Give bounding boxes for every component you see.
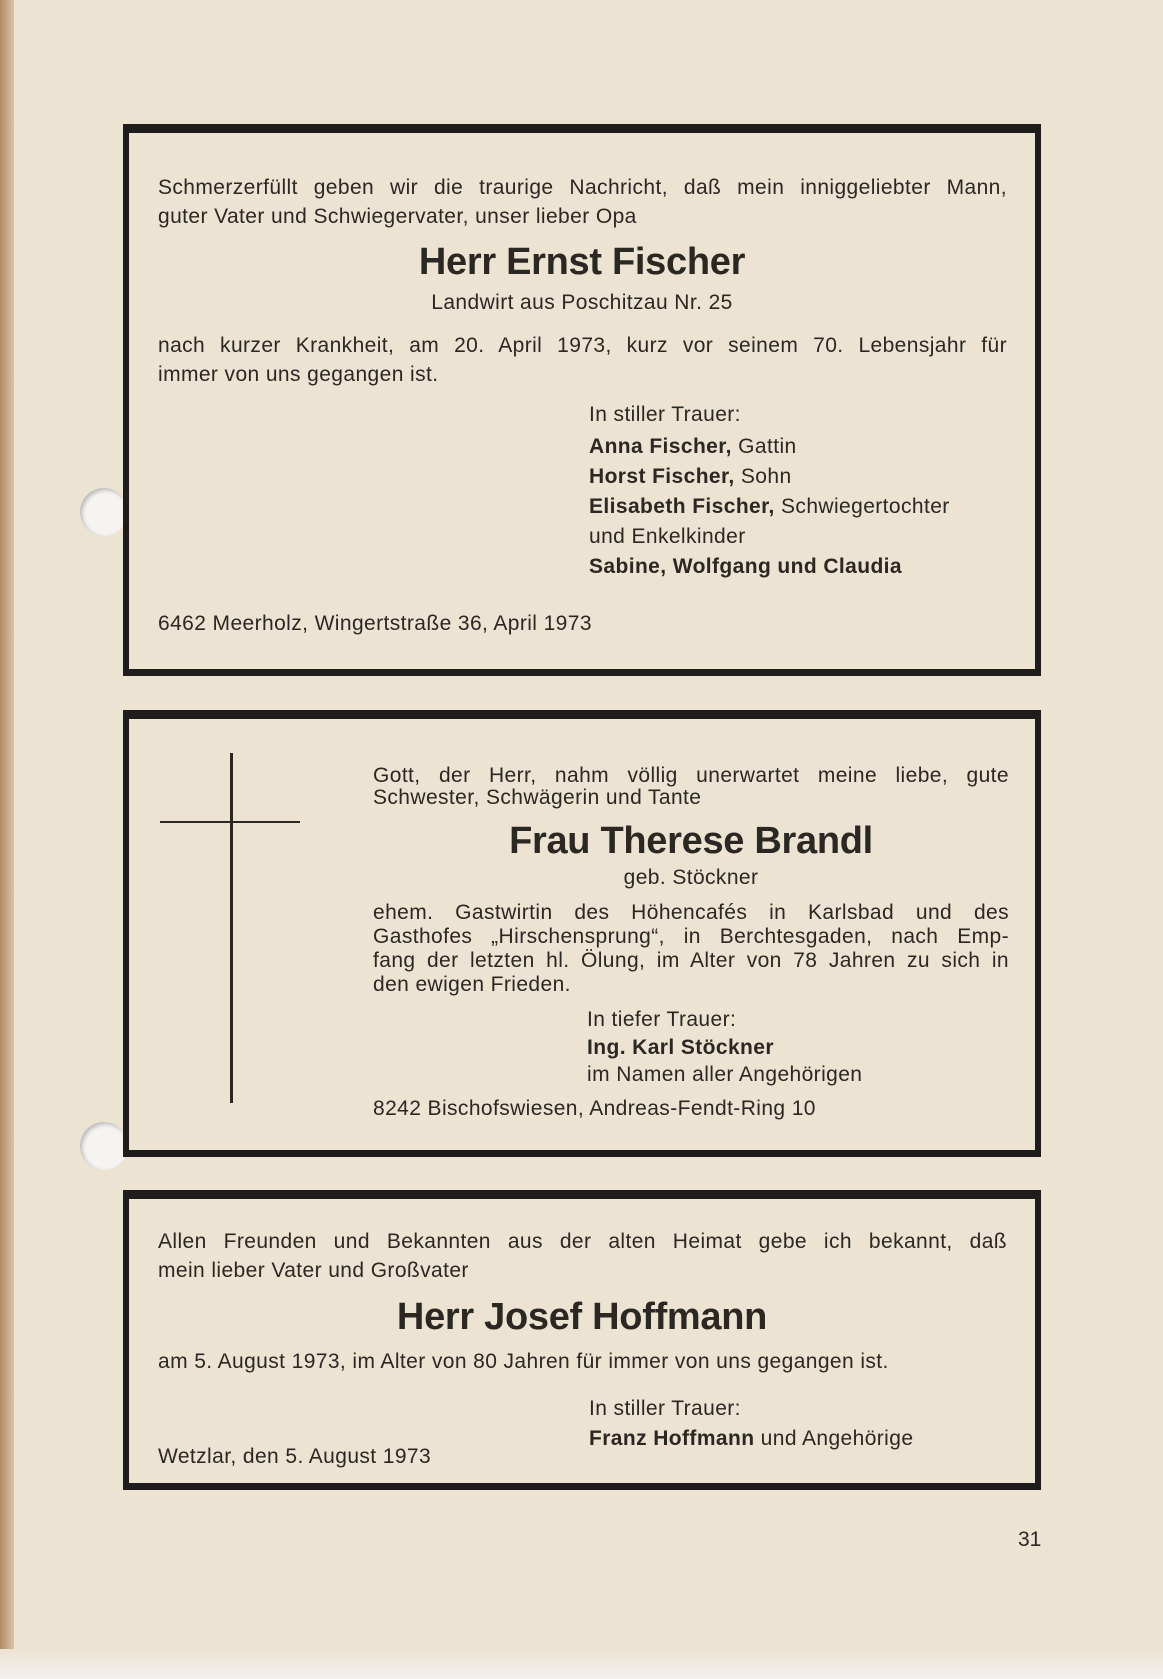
page-edge	[0, 0, 14, 1679]
body-line-1: am 5. August 1973, im Alter von 80 Jahren für immer von uns gegangen ist.	[158, 1350, 889, 1373]
obituary-josef-hoffmann	[123, 1190, 1041, 1490]
mourning-label: In tiefer Trauer:	[587, 1008, 737, 1031]
intro-line-2: mein lieber Vater und Großvater	[158, 1259, 469, 1282]
mourner-name: Anna Fischer,	[589, 435, 732, 458]
intro-line-2: guter Vater und Schwiegervater, unser lieber Opa	[158, 205, 637, 228]
deceased-subtitle: Landwirt aus Poschitzau Nr. 25	[431, 291, 733, 314]
address: 8242 Bischofswiesen, Andreas-Fendt-Ring 10	[373, 1097, 816, 1120]
grandchildren-label: und Enkelkinder	[589, 525, 746, 548]
mourner-rest: und Angehörige	[754, 1427, 914, 1450]
page-number: 31	[1018, 1528, 1042, 1551]
grandchildren-names: Sabine, Wolfgang und Claudia	[589, 555, 902, 578]
page-bottom-edge	[0, 1649, 1163, 1679]
mourner-row	[589, 1425, 913, 1453]
address: 6462 Meerholz, Wingertstraße 36, April 1973	[158, 612, 592, 635]
intro-line-2: Schwester, Schwägerin und Tante	[373, 786, 702, 809]
deceased-name: Frau Therese Brandl	[509, 820, 873, 862]
punch-hole-bottom	[80, 1122, 128, 1170]
body-line-2: Gasthofes „Hirschensprung“, in Berchtesgaden, nach Emp-	[373, 925, 1009, 948]
address: Wetzlar, den 5. August 1973	[158, 1445, 432, 1468]
mourner-name: Horst Fischer,	[589, 465, 735, 488]
deceased-name: Herr Ernst Fischer	[418, 241, 746, 283]
mourner-row	[589, 463, 792, 491]
mourner-relation: Sohn	[734, 465, 792, 488]
body-line-2: immer von uns gegangen ist.	[158, 363, 439, 386]
obituary-ernst-fischer	[123, 124, 1041, 676]
punch-hole-top	[80, 488, 128, 536]
body-line-4: den ewigen Frieden.	[373, 973, 571, 996]
deceased-name: Herr Josef Hoffmann	[396, 1296, 768, 1338]
mourner-name: Franz Hoffmann	[589, 1427, 755, 1450]
intro-line-1: Gott, der Herr, nahm völlig unerwartet meine liebe, gute	[373, 764, 1009, 787]
intro-line-1: Allen Freunden und Bekannten aus der alten Heimat gebe ich bekannt, daß	[158, 1230, 1007, 1253]
mourning-label: In stiller Trauer:	[589, 403, 741, 426]
mourner-name: Elisabeth Fischer,	[589, 495, 775, 518]
body-line-1: ehem. Gastwirtin des Höhencafés in Karlsbad und des	[373, 901, 1009, 924]
mourner-relation: Schwiegertochter	[774, 495, 950, 518]
mourner-note: im Namen aller Angehörigen	[587, 1063, 863, 1086]
body-line-3: fang der letzten hl. Ölung, im Alter von 78 Jahren zu sich in	[373, 949, 1009, 972]
mourning-label: In stiller Trauer:	[589, 1397, 741, 1420]
intro-line-1: Schmerzerfüllt geben wir die traurige Nachricht, daß mein inniggeliebter Mann,	[158, 176, 1007, 199]
mourner-name: Ing. Karl Stöckner	[587, 1036, 774, 1059]
mourner-relation: Gattin	[731, 435, 797, 458]
deceased-subtitle: geb. Stöckner	[623, 866, 759, 889]
mourner-row	[589, 493, 950, 521]
body-line-1: nach kurzer Krankheit, am 20. April 1973, kurz vor seinem 70. Lebensjahr für	[158, 334, 1007, 357]
cross-icon-vertical	[230, 753, 233, 1103]
obituary-therese-brandl	[123, 710, 1041, 1157]
mourner-row	[589, 433, 797, 461]
cross-icon-horizontal	[160, 821, 300, 823]
